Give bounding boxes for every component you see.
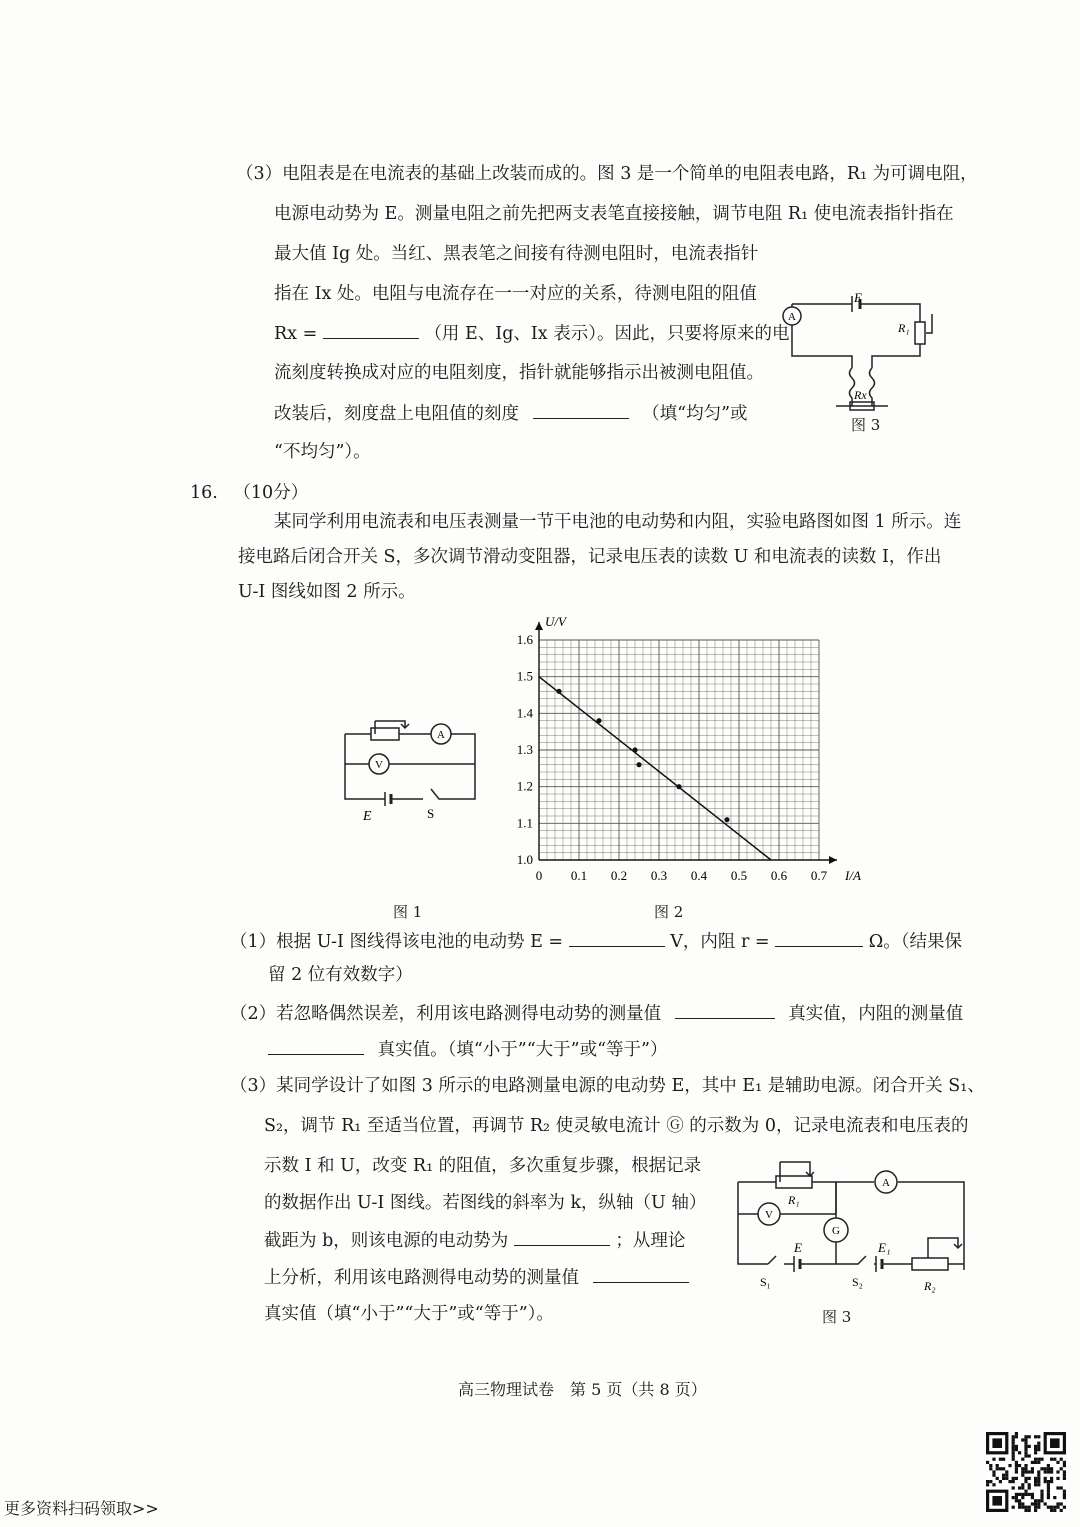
x-axis-arrow <box>829 856 837 864</box>
rx-answer-blank[interactable] <box>323 322 419 339</box>
q16-para-line1: 某同学利用电流表和电压表测量一节干电池的电动势和内阻，实验电路图如图 1 所示。连 <box>274 512 962 532</box>
q16-score: （10分） <box>233 483 309 503</box>
r1-label: R₁ <box>898 321 910 335</box>
q16-2-text-b: 真实值，内阻的测量值 <box>788 1004 964 1024</box>
q16-1-text-b: V，内阻 r = <box>670 932 770 952</box>
ammeter-label: A <box>788 311 796 323</box>
rx-hint: （用 E、Ig、Ix 表示）。因此，只要将原来的电 <box>424 324 790 344</box>
q15-3-line3: 最大值 Ig 处。当红、黑表笔之间接有待测电阻时，电流表指针 <box>274 244 759 264</box>
resistance-compare-blank[interactable] <box>268 1038 364 1055</box>
y-tick-label: 1.5 <box>516 668 533 684</box>
q16-3-text-e: 截距为 b，则该电源的电动势为 <box>264 1231 509 1251</box>
ammeter-icon-label: A <box>437 729 445 741</box>
q16-3-line2: S₂，调节 R₁ 至适当位置，再调节 R₂ 使灵敏电流计 Ⓖ 的示数为 0，记录电流表和电压表的 <box>264 1116 969 1136</box>
fig1-caption: 图 1 <box>393 903 423 921</box>
galvanometer-label: G <box>832 1225 840 1237</box>
fig1-switch-label: S <box>427 806 435 821</box>
q16-3-line7: 真实值（填“小于”“大于”或“等于”）。 <box>264 1304 554 1324</box>
data-point <box>556 689 561 694</box>
q16-1-line2: 留 2 位有效数字） <box>268 965 413 985</box>
y-axis-label: U/V <box>545 614 566 629</box>
ohmmeter-circuit-diagram <box>770 268 950 438</box>
x-tick-label: 0 <box>535 868 543 883</box>
q16-para-line2: 接电路后闭合开关 S，多次调节滑动变阻器，记录电压表的读数 U 和电流表的读数 I，作出 <box>238 547 942 567</box>
fig3-voltmeter-label: V <box>765 1209 773 1221</box>
fig1-emf-label: E <box>363 809 372 824</box>
x-tick-label: 0.7 <box>810 868 828 883</box>
q16-1-text-c: Ω。（结果保 <box>868 932 962 952</box>
data-point <box>636 762 641 767</box>
q15-3-line4: 指在 Ix 处。电阻与电流存在一一对应的关系，待测电阻的阻值 <box>274 284 757 304</box>
fig3-r1-label: R₁ <box>788 1193 800 1207</box>
data-point <box>676 784 681 789</box>
q16-2-text-c: 真实值。（填“小于”“大于”或“等于”） <box>377 1040 668 1060</box>
q16-2-line1 <box>230 1002 963 1025</box>
x-tick-label: 0.5 <box>730 868 748 883</box>
fig3-r2-label: R₂ <box>924 1279 936 1293</box>
q15-3-line6: 流刻度转换成对应的电阻刻度，指针就能够指示出被测电阻值。 <box>274 363 764 383</box>
x-tick-label: 0.4 <box>690 868 708 883</box>
fig3-ammeter-label: A <box>882 1177 890 1189</box>
q16-header <box>190 482 308 504</box>
rx-label: Rx = <box>274 324 318 344</box>
q16-1-line1 <box>230 930 962 953</box>
y-tick-label: 1.6 <box>516 632 533 647</box>
q15-3-line2: 电源电动势为 E。测量电阻之前先把两支表笔直接接触，调节电阻 R₁ 使电流表指针指在 <box>274 204 954 224</box>
scale-text: 改装后，刻度盘上电阻值的刻度 <box>274 404 519 424</box>
q16-3-line3: 示数 I 和 U，改变 R₁ 的阻值，多次重复步骤，根据记录 <box>264 1156 702 1176</box>
fig3-s2-label: S₂ <box>852 1275 863 1289</box>
data-point <box>724 817 729 822</box>
q15-3-line1: （3）电阻表是在电流表的基础上改装而成的。图 3 是一个简单的电阻表电路，R₁ 为可调电阻， <box>236 164 978 184</box>
q15-3-line8: “不均匀”）。 <box>274 442 371 462</box>
fig3-caption-q16: 图 3 <box>822 1308 852 1326</box>
voltmeter-icon-label: V <box>375 759 383 771</box>
qr-code-icon[interactable] <box>986 1432 1066 1512</box>
fig3-e1-label: E₁ <box>878 1240 891 1255</box>
q16-3-line1: （3）某同学设计了如图 3 所示的电路测量电源的电动势 E，其中 E₁ 是辅助电源。闭合开关 S₁、 <box>230 1076 985 1096</box>
emf-compare-blank[interactable] <box>675 1002 775 1019</box>
q16-2-line2 <box>268 1038 668 1061</box>
x-tick-label: 0.6 <box>770 868 788 883</box>
emf-theory-blank[interactable] <box>593 1266 689 1283</box>
fig2-caption: 图 2 <box>654 903 684 921</box>
resistance-answer-blank[interactable] <box>775 930 863 947</box>
compensation-circuit-diagram <box>728 1152 973 1302</box>
fit-line <box>539 677 771 860</box>
x-tick-label: 0.1 <box>570 868 588 883</box>
y-tick-label: 1.4 <box>516 705 533 721</box>
q16-1-text-a: （1）根据 U-I 图线得该电池的电动势 E = <box>230 932 564 952</box>
y-axis-arrow <box>535 622 543 630</box>
scale-answer-blank[interactable] <box>533 402 629 419</box>
battery-test-circuit-diagram <box>335 712 485 824</box>
x-tick-label: 0.2 <box>610 868 628 883</box>
emf-answer-blank[interactable] <box>569 930 665 947</box>
data-point <box>596 718 601 723</box>
q15-3-line5 <box>274 322 789 345</box>
emf-expression-blank[interactable] <box>514 1229 610 1246</box>
q16-3-text-g: 上分析，利用该电路测得电动势的测量值 <box>264 1268 579 1288</box>
scale-hint: （填“均匀”或 <box>642 404 748 424</box>
q16-3-line5 <box>264 1229 685 1252</box>
emf-label: E <box>854 290 862 305</box>
more-resources-link[interactable]: 更多资料扫码领取>> <box>4 1499 159 1518</box>
q16-3-line4: 的数据作出 U-I 图线。若图线的斜率为 k，纵轴（U 轴） <box>264 1193 707 1213</box>
q16-para-line3: U-I 图线如图 2 所示。 <box>238 582 416 602</box>
rx-diagram-label: Rx <box>854 388 867 402</box>
q16-2-text-a: （2）若忽略偶然误差，利用该电路测得电动势的测量值 <box>230 1004 662 1024</box>
q16-number: 16. <box>190 483 218 503</box>
page-footer: 高三物理试卷 第 5 页（共 8 页） <box>458 1380 707 1399</box>
q15-3-line7 <box>274 402 748 425</box>
q16-3-text-f: ；从理论 <box>615 1231 686 1251</box>
fig3-e-label: E <box>794 1240 802 1255</box>
x-axis-label: I/A <box>845 868 861 883</box>
q16-3-line6 <box>264 1266 689 1289</box>
x-tick-label: 0.3 <box>650 868 668 883</box>
y-tick-label: 1.0 <box>516 852 533 867</box>
y-tick-label: 1.2 <box>516 778 533 794</box>
data-point <box>632 747 637 752</box>
y-tick-label: 1.1 <box>516 815 533 831</box>
y-tick-label: 1.3 <box>516 742 533 757</box>
fig3-s1-label: S₁ <box>760 1275 771 1289</box>
u-i-chart <box>505 612 861 890</box>
fig3-caption-q15: 图 3 <box>851 416 881 434</box>
